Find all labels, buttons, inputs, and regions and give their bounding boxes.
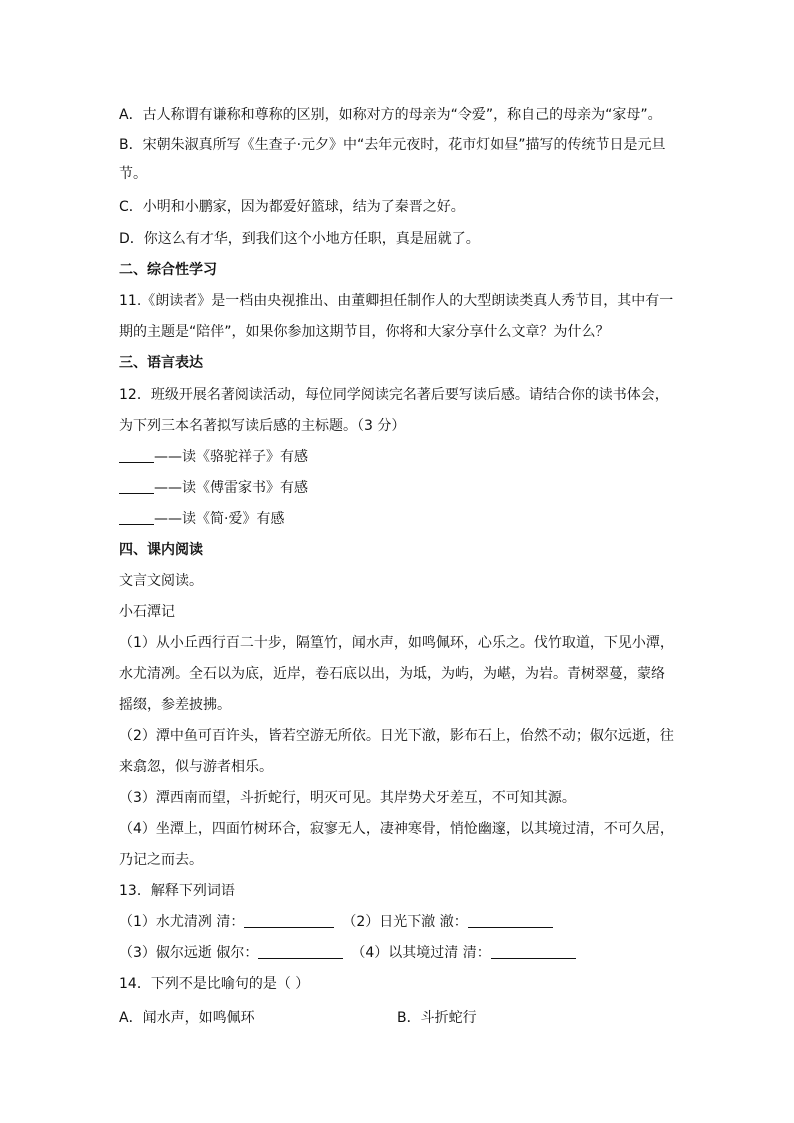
section-3-heading: 三、语言表达 [119,355,203,371]
passage-p3-line-1: （3）潭西南而望，斗折蛇行，明灭可见。其岸势犬牙差互，不可知其源。 [119,790,576,806]
q13-title: 13．解释下列词语 [119,883,235,899]
q11-line-2: 期的主题是“陪伴”，如果你参加这期节目，你将和大家分享什么文章？为什么？ [119,324,610,340]
q13-row-2: （3）俶尔远逝 俶尔： （4）以其境过清 清： [119,943,576,963]
answer-blank[interactable] [119,479,154,494]
answer-blank[interactable] [119,448,154,463]
answer-blank[interactable] [119,510,154,525]
q12-line-2: 为下列三本名著拟写读后感的主标题。（3 分） [119,418,406,434]
q14-title: 14．下列不是比喻句的是（ ） [119,976,310,992]
q10-option-a: A．古人称谓有谦称和尊称的区别，如称对方的母亲为“令爱”，称自己的母亲为“家母”。 [119,107,662,123]
q12-item-1: ——读《骆驼祥子》有感 [119,447,308,467]
q10-option-d: D．你这么有才华，到我们这个小地方任职，真是屈就了。 [119,231,480,247]
answer-blank[interactable] [258,944,343,959]
q12-line-1: 12．班级开展名著阅读活动，每位同学阅读完名著后要写读后感。请结合你的读书体会， [119,387,669,403]
q12-item-2: ——读《傅雷家书》有感 [119,478,308,498]
q10-option-b: B．宋朝朱淑真所写《生查子·元夕》中“去年元夜时，花市灯如昼”描写的传统节日是元旦 [119,137,666,153]
q14-option-b: B．斗折蛇行 [397,1010,477,1026]
q12-item-3: ——读《简·爱》有感 [119,509,284,529]
passage-p1-line-1: （1）从小丘西行百二十步，隔篁竹，闻水声，如鸣佩环，心乐之。伐竹取道，下见小潭， [119,635,674,651]
q11-line-1: 11.《朗读者》是一档由央视推出、由董卿担任制作人的大型朗读类真人秀节目，其中有一 [119,293,674,309]
answer-blank[interactable] [468,913,553,928]
passage-p4-line-2: 乃记之而去。 [119,852,203,868]
section-4-heading: 四、课内阅读 [119,542,203,558]
q10-option-c: C．小明和小鹏家，因为都爱好篮球，结为了秦晋之好。 [119,199,465,215]
passage-p2-line-1: （2）潭中鱼可百许头，皆若空游无所依。日光下澈，影布石上，佁然不动；俶尔远逝，往 [119,728,674,744]
section-4-subheading: 文言文阅读。 [119,573,203,589]
q13-row-1: （1）水尤清冽 清： （2）日光下澈 澈： [119,912,553,932]
section-2-heading: 二、综合性学习 [119,262,217,278]
passage-p1-line-3: 摇缀，参差披拂。 [119,697,231,713]
passage-p4-line-1: （4）坐潭上，四面竹树环合，寂寥无人，凄神寒骨，悄怆幽邃，以其境过清，不可久居， [119,821,674,837]
passage-title: 小石潭记 [119,604,175,620]
passage-p2-line-2: 来翕忽，似与游者相乐。 [119,759,273,775]
q10-option-b-cont: 节。 [119,166,147,182]
answer-blank[interactable] [491,944,576,959]
answer-blank[interactable] [244,913,334,928]
passage-p1-line-2: 水尤清冽。全石以为底，近岸，卷石底以出，为坻，为屿，为嵁，为岩。青树翠蔓，蒙络 [119,666,665,682]
q14-option-a: A．闻水声，如鸣佩环 [119,1010,255,1026]
